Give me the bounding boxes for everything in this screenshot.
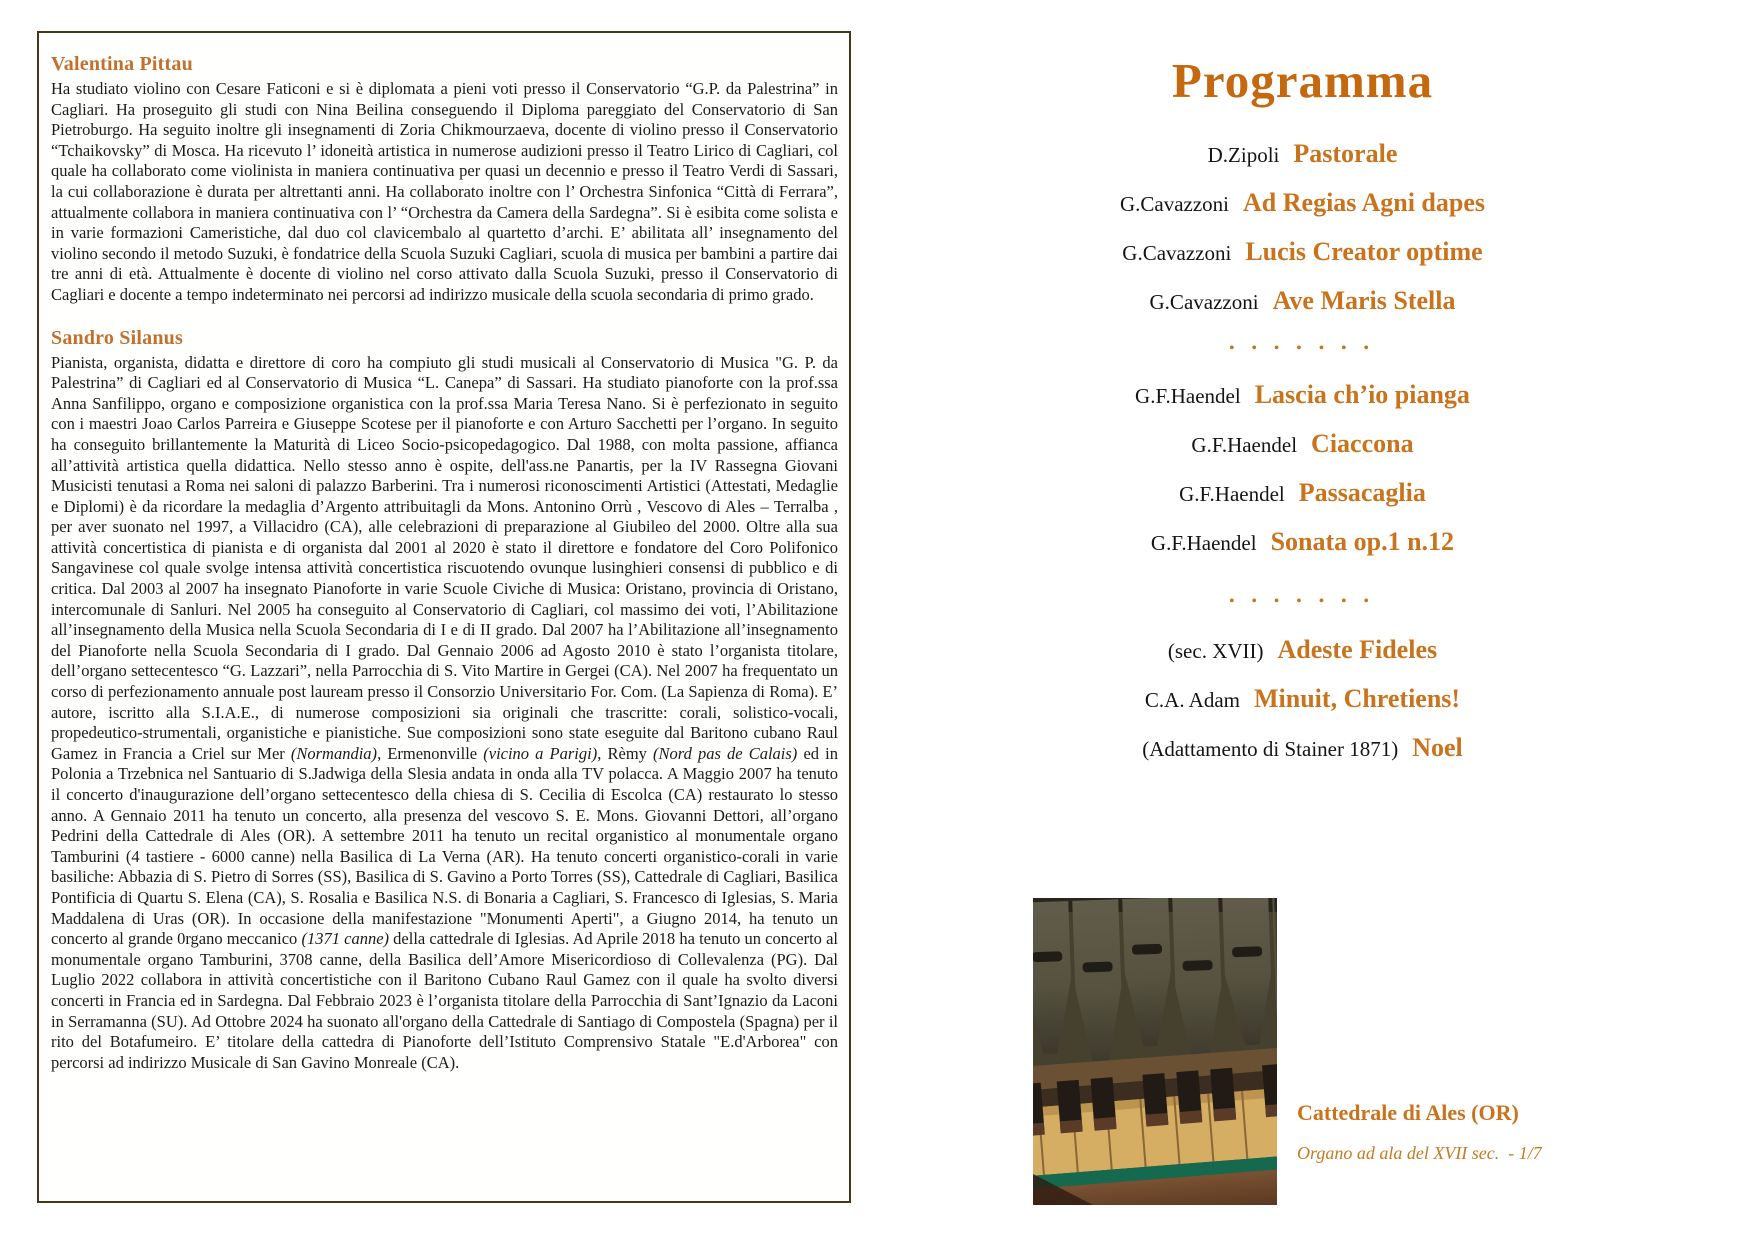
- program-item: [851, 137, 1754, 175]
- photo-caption: [1297, 1100, 1542, 1164]
- bio-text: Pianista, organista, didatta e direttore di coro ha compiuto gli studi musicali al Conservatorio di Musica "G. P. da Palestrina” di Cagliari ed al Conservatorio di Musica “L. Canepa” di Sassari. Ha studiato pianoforte con la prof.ssa Anna Sanfilippo, organo e composizione organistica con la prof.ssa Maria Teresa Nano. Si è perfezionato in seguito con i maestri Joao Carlos Parreira e Giuseppe Scotese per il pianoforte e con Arturo Sacchetti per l’organo. In seguito ha conseguito brillantemente la Maturità di Liceo Socio-psicopedagogico. Dal 1988, con molta passione, affianca all’attività artistica quella didattica. Nello stesso anno è ospite, dell'ass.ne Panartis, per la IV Rassegna Giovani Musicisti tenutasi a Roma nei saloni di palazzo Barberini. Tra i numerosi riconoscimenti Artistici (Attestati, Medaglie e Diplomi) è da ricordare la medaglia d’Argento attribuitagli da Mons. Antonino Orrù , Vescovo di Ales – Terralba , per aver suonato nel 1997, a Villacidro (CA), alle celebrazioni di preparazione al Giubileo del 2000. Oltre alla sua attività concertistica di pianista e di organista dal 2001 al 2020 è stato il direttore e fondatore del Coro Polifonico Sangavinese col quale svolge intensa attività concertistica riscuotendo ovunque lusinghieri consensi di pubblico e di critica. Dal 2003 al 2007 ha insegnato Pianoforte in varie Scuole Civiche di Musica: Oristano, provincia di Oristano, intercomunale di Sanluri. Nel 2005 ha conseguito al Conservatorio di Cagliari, col massimo dei voti, l’Abilitazione all’insegnamento della Musica nella Scuola Secondaria di I e di II grado. Dal 2007 ha l’Abilitazione all’insegnamento del Pianoforte nella Scuola Secondaria di I grado. Dal Gennaio 2006 ad Agosto 2010 è stato l’organista titolare, dell’organo settecentesco “G. Lazzari”, nella Parrocchia di S. Vito Martire in Gergei (CA). Nel 2007 ha frequentato un corso di perfezionamento annuale post lauream presso il Consorzio Universitario For. Com. (La Sapienza di Roma). E’ autore, iscritto alla S.I.A.E., di numerose composizioni sia originali che trascritte: corali, solistico-vocali, propedeutico-strumentali, organistiche e pianistiche. Sue composizioni sono state eseguite dal Baritono cubano Raul Gamez in Francia a Criel sur Mer (Normandia), Ermenonville (vicino a Parigi), Rèmy (Nord pas de Calais) ed in Polonia a Trzebnica nel Santuario di S.Jadwiga della Slesia andata in onda alla TV polacca. A Maggio 2007 ha tenuto il concerto d'inaugurazione dell’organo settecentesco della chiesa di S. Cecilia di Escolca (CA) restaurato lo stesso anno. A Gennaio 2011 ha tenuto un concerto, alla presenza del vescovo S. E. Mons. Giovanni Dettori, all’organo Pedrini della Cattedrale di Ales (OR). A settembre 2011 ha tenuto un recital organistico al monumentale organo Tamburini (4 tastiere - 6000 canne) nella Basilica di La Verna (AR). Ha tenuto concerti organistico-corali in varie basiliche: Abbazia di S. Pietro di Sorres (SS), Basilica di S. Gavino a Porto Torres (SS), Cattedrale di Cagliari, Basilica Pontificia di Quartu S. Elena (CA), S. Rosalia e Basilica N.S. di Bonaria a Cagliari, S. Francesco di Iglesias, S. Maria Maddalena di Uras (OR). In occasione della manifestazione "Monumenti Aperti", a Giugno 2014, ha tenuto un concerto al grande 0rgano meccanico (1371 canne) della cattedrale di Iglesias. Ad Aprile 2018 ha tenuto un concerto al monumentale organo Tamburini, 3708 canne, della Basilica dell’Amore Misericordioso di Collevalenza (PG). Dal Luglio 2022 collabora in attività concertistiche con il Baritono Cubano Raul Gamez con il quale ha svolto diversi concerti in Francia ed in Sardegna. Dal Febbraio 2023 è l’organista titolare della Parrocchia di Sant’Ignazio da Laconi in Serramanna (SU). Ad Ottobre 2024 ha suonato all'organo della Cattedrale di Santiago di Compostela (Spagna) per il rito del Botafumeiro. E’ titolare della cattedra di Pianoforte dell’Istituto Comprensivo Statale "E.d'Arborea" con percorsi ad indirizzo Musicale di San Gavino Monreale (CA).: [51, 352, 839, 1072]
- composer-name: D.Zipoli: [1207, 143, 1280, 167]
- piece-title: Pastorale: [1293, 139, 1398, 168]
- program-item: [851, 284, 1754, 322]
- composer-name: G.F.Haendel: [1191, 433, 1298, 457]
- caption-title: Cattedrale di Ales (OR): [1297, 1100, 1519, 1125]
- right-page-program: [851, 0, 1754, 1240]
- piece-title: Ad Regias Agni dapes: [1243, 188, 1486, 217]
- composer-name: G.F.Haendel: [1135, 384, 1241, 408]
- program-item: [851, 731, 1754, 769]
- bio-name-heading: Sandro Silanus: [51, 326, 183, 349]
- piece-title: Passacaglia: [1298, 478, 1426, 507]
- bio-name-heading: Valentina Pittau: [51, 53, 193, 75]
- piece-title: Lucis Creator optime: [1245, 237, 1483, 266]
- program-title: Programma: [1171, 53, 1434, 108]
- piece-title: Ciaccona: [1311, 429, 1414, 458]
- composer-name: G.Cavazzoni: [1149, 290, 1259, 314]
- composer-name: G.F.Haendel: [1150, 531, 1257, 555]
- piece-title: Lascia ch’io pianga: [1254, 380, 1470, 409]
- program-item: [851, 525, 1754, 563]
- piece-title: Adeste Fideles: [1277, 635, 1438, 664]
- program-item: [851, 427, 1754, 465]
- composer-name: (sec. XVII): [1167, 639, 1264, 663]
- bio-valentina-pittau: [51, 53, 838, 306]
- piece-title: Minuit, Chretiens!: [1254, 684, 1461, 713]
- composer-name: G.Cavazzoni: [1119, 192, 1230, 216]
- program-item: [851, 186, 1754, 224]
- piece-title: Noel: [1412, 733, 1463, 762]
- bio-sandro-silanus: [51, 327, 838, 1074]
- program-item: [851, 235, 1754, 273]
- dots-separator: • • • • • • •: [1229, 341, 1376, 356]
- piece-title: Ave Maris Stella: [1272, 286, 1456, 315]
- composer-name: (Adattamento di Stainer 1871): [1142, 737, 1399, 761]
- bio-text: Ha studiato violino con Cesare Faticoni e si è diplomata a pieni voti presso il Conservatorio “G.P. da Palestrina” in Cagliari. Ha proseguito gli studi con Nina Beilina conseguendo il Diploma pareggiato del Conservatorio di San Pietroburgo. Ha seguito inoltre gli insegnamenti di Zoria Chikmourzaeva, docente di violino presso il Conservatorio “Tchaikovsky” di Mosca. Ha ricevuto l’ idoneità artistica in numerose audizioni presso il Teatro Lirico di Cagliari, col quale ha collaborato come violinista in maniera continuativa per quasi un decennio e presso il Teatro Verdi di Sassari, la cui collaborazione è durata per altrettanti anni. Ha collaborato inoltre con l’ Orchestra Sinfonica “Città di Ferrara”, attualmente collabora in maniera continuativa con l’ “Orchestra da Camera della Sardegna”. Si è esibita come solista e in varie formazioni Cameristiche, dal duo col clavicembalo al quartetto d’archi. E’ abilitata all’ insegnamento del violino secondo il metodo Suzuki, è fondatrice della Scuola Suzuki Cagliari, scuola di musica per bambini a partire dai tre anni di età. Attualmente è docente di violino nel corso attivato dalla Scuola Suzuki, presso il Conservatorio di Cagliari e docente a tempo indeterminato nei percorsi ad indirizzo musicale della scuola secondaria di primo grado.: [51, 79, 838, 304]
- organ-pipes-and-keyboard-photo: [1033, 898, 1277, 1205]
- piece-title: Sonata op.1 n.12: [1270, 527, 1455, 556]
- program-item: [851, 378, 1754, 416]
- program-item: [851, 633, 1754, 671]
- program-item: [851, 682, 1754, 720]
- composer-name: C.A. Adam: [1144, 688, 1240, 712]
- program-item: [851, 476, 1754, 514]
- dots-separator: • • • • • • •: [1229, 594, 1376, 609]
- composer-name: G.Cavazzoni: [1122, 241, 1232, 265]
- left-page-biographies: [37, 31, 851, 1203]
- composer-name: G.F.Haendel: [1179, 482, 1285, 506]
- caption-subtitle: Organo ad ala del XVII sec. - 1/7: [1297, 1143, 1542, 1163]
- program-list: [851, 137, 1754, 769]
